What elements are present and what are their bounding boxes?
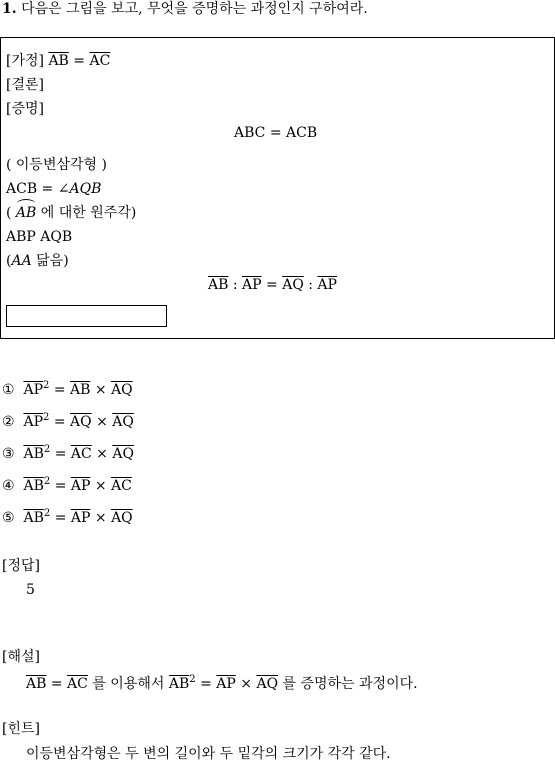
arc-ab: AB [15,205,37,221]
square-exponent: 2 [43,380,50,391]
square-exponent: 2 [43,412,50,423]
question [2,0,368,18]
ratio-ab: $\overline{AB}$ [208,277,229,293]
conclusion-label: [결론] [6,77,44,93]
segment-aq: $\overline{AQ}$ [256,676,279,692]
proof-line-abc: ABC = ACB [234,125,318,141]
proof-line-acb [6,180,101,198]
choice-factor-b: $\overline{AQ}$ [111,382,133,398]
ratio-line [208,276,337,294]
choice-number: ① [2,382,15,398]
choice-5[interactable] [2,509,133,527]
question-number: 1. [2,1,17,17]
choice-number: ⑤ [2,510,15,526]
hint-text: 이등변삼각형은 두 변의 길이와 두 밑각의 크기가 각각 같다. [26,746,391,762]
assumption-line [6,52,110,70]
choice-lhs: $\overline{AB}$ [23,446,44,462]
choice-factor-a: $\overline{AC}$ [70,446,92,462]
choice-1[interactable] [2,381,133,399]
segment-ap: $\overline{AP}$ [216,676,236,692]
note-similar [6,252,69,270]
choice-lhs: $\overline{AP}$ [23,414,43,430]
choice-factor-b: $\overline{AC}$ [111,478,132,494]
note-arc-rest: 에 대한 원주각) [36,205,137,221]
question-text: 다음은 그림을 보고, 무엇을 증명하는 과정인지 구하여라. [21,1,368,17]
choice-number: ③ [2,446,15,462]
choice-number: ④ [2,478,15,494]
choice-lhs: $\overline{AB}$ [23,478,44,494]
acb-text: ACB = [6,181,58,197]
segment-ab: $\overline{AB}$ [26,676,47,692]
ratio-aq: $\overline{AQ}$ [282,277,304,293]
equals-ratio: = [266,277,278,293]
ratio-ap: $\overline{AP}$ [242,277,262,293]
explanation-text-2: 를 증명하는 과정이다. [278,676,418,692]
choice-factor-a: $\overline{AP}$ [70,510,91,526]
colon-2: : [308,277,313,293]
equals-sign: = [54,478,67,494]
choice-lhs: $\overline{AB}$ [23,510,44,526]
equals-sign: = [200,676,212,692]
choice-factor-b: $\overline{AQ}$ [112,414,134,430]
note-arc [6,204,136,222]
segment-ac: $\overline{AC}$ [89,53,111,69]
angle-aqb: ∠AQB [57,181,102,197]
proof-line-similar: ABP AQB [6,229,73,245]
choice-factor-b: $\overline{AQ}$ [112,446,134,462]
answer-value: 5 [26,582,35,598]
segment-ab: $\overline{AB}$ [48,53,69,69]
assumption-label: [가정] [6,53,44,69]
choice-number: ② [2,414,15,430]
choice-lhs: $\overline{AP}$ [23,382,43,398]
choice-factor-a: $\overline{AQ}$ [70,414,92,430]
ratio-ap-2: $\overline{AP}$ [317,277,337,293]
square-exponent: 2 [43,444,51,455]
equals-sign: = [53,414,66,430]
choice-factor-a: $\overline{AB}$ [70,382,91,398]
square-exponent: 2 [43,508,51,519]
times-sign: × [94,382,107,398]
note-isosceles: ( 이등변삼각형 ) [6,157,107,173]
explanation-label: [해설] [2,649,40,665]
choice-4[interactable] [2,477,132,495]
choice-2[interactable] [2,413,134,431]
times-sign: × [240,676,252,692]
note-arc-open: ( [6,205,16,221]
aa-text: AA [11,253,32,269]
explanation-text-1: 를 이용해서 [87,676,169,692]
equals-sign: = [53,382,66,398]
square-exponent: 2 [189,674,196,685]
square-exponent: 2 [43,476,51,487]
note-similar-open: ( [6,253,12,269]
equals-sign: = [73,53,86,69]
equals-sign: = [54,510,67,526]
explanation-text [26,675,418,693]
times-sign: × [96,414,108,430]
equals-sign: = [50,676,63,692]
answer-blank-box[interactable] [6,305,167,327]
answer-label: [정답] [2,558,40,574]
segment-ab-squared: $\overline{AB}$ [168,676,190,692]
choice-factor-b: $\overline{AQ}$ [111,510,133,526]
segment-ac: $\overline{AC}$ [67,676,88,692]
times-sign: × [96,446,108,462]
times-sign: × [94,478,107,494]
equals-sign: = [54,446,67,462]
note-similar-rest: 닮음) [31,253,69,269]
choice-3[interactable] [2,445,134,463]
hint-label: [힌트] [2,721,40,737]
choice-factor-a: $\overline{AP}$ [70,478,91,494]
times-sign: × [94,510,107,526]
colon-1: : [232,277,238,293]
proof-label: [증명] [6,101,44,117]
